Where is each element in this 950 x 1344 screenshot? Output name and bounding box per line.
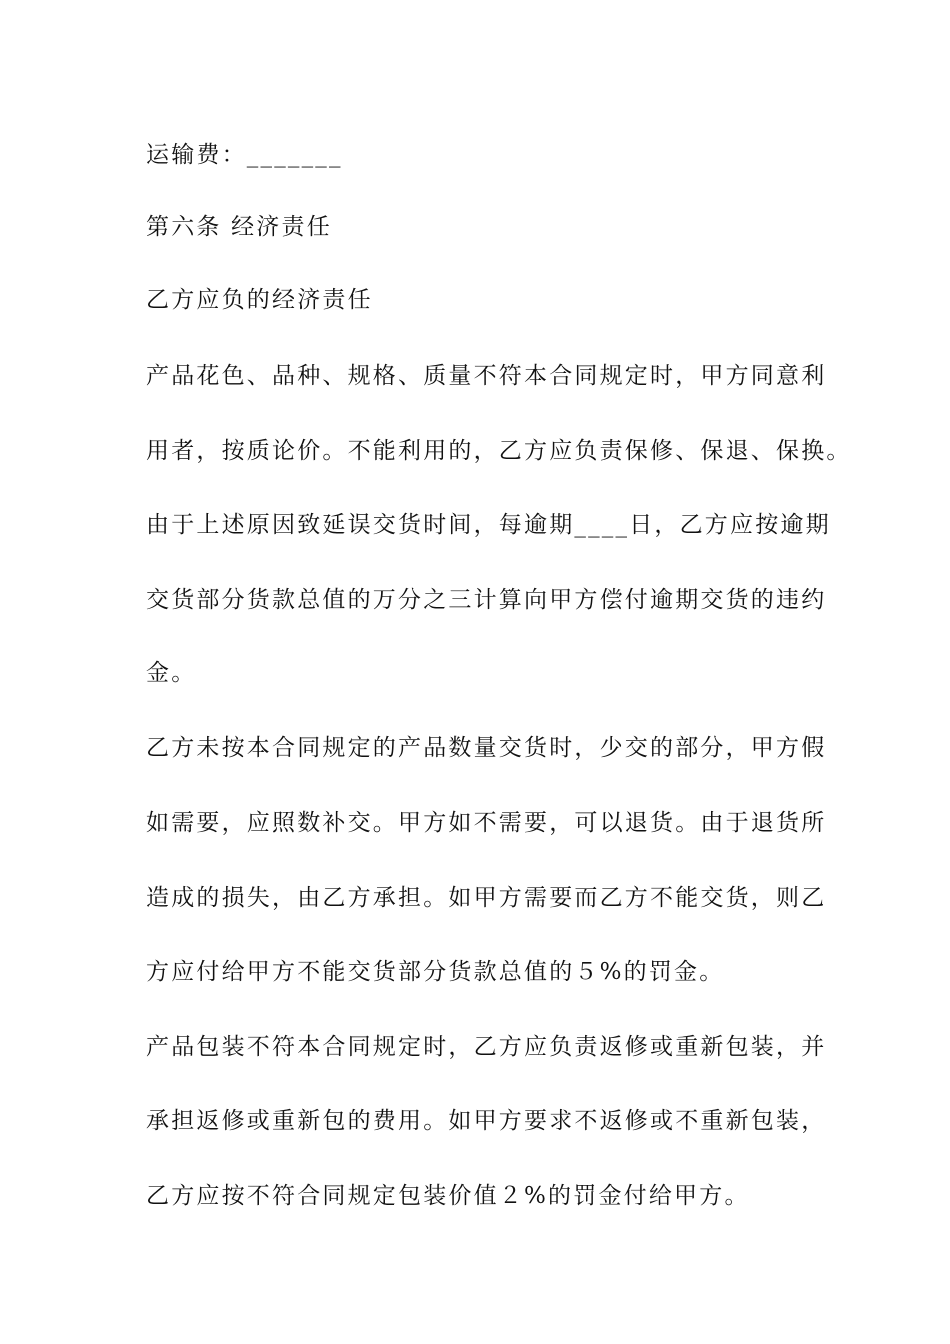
- paragraph-line: 造成的损失，由乙方承担。如甲方需要而乙方不能交货，则乙: [146, 885, 827, 911]
- freight-fee-line: 运输费：_______: [146, 142, 343, 168]
- paragraph-line: 乙方应按不符合同规定包装价值２%的罚金付给甲方。: [146, 1183, 750, 1209]
- paragraph-line: 产品包装不符本合同规定时，乙方应负责返修或重新包装，并: [146, 1034, 827, 1060]
- paragraph-line: 方应付给甲方不能交货部分货款总值的５%的罚金。: [146, 959, 725, 985]
- party-b-liability-heading: 乙方应负的经济责任: [146, 287, 373, 313]
- paragraph-line: 用者，按质论价。不能利用的，乙方应负责保修、保退、保换。: [146, 438, 852, 464]
- paragraph-line: 承担返修或重新包的费用。如甲方要求不返修或不重新包装，: [146, 1108, 827, 1134]
- paragraph-line: 由于上述原因致延误交货时间，每逾期____日，乙方应按逾期: [146, 512, 831, 538]
- article-six-heading: 第六条 经济责任: [146, 214, 332, 240]
- paragraph-line: 金。: [146, 660, 197, 686]
- paragraph-line: 交货部分货款总值的万分之三计算向甲方偿付逾期交货的违约: [146, 587, 827, 613]
- paragraph-line: 如需要，应照数补交。甲方如不需要，可以退货。由于退货所: [146, 810, 827, 836]
- paragraph-line: 产品花色、品种、规格、质量不符本合同规定时，甲方同意利: [146, 363, 827, 389]
- paragraph-line: 乙方未按本合同规定的产品数量交货时，少交的部分，甲方假: [146, 735, 827, 761]
